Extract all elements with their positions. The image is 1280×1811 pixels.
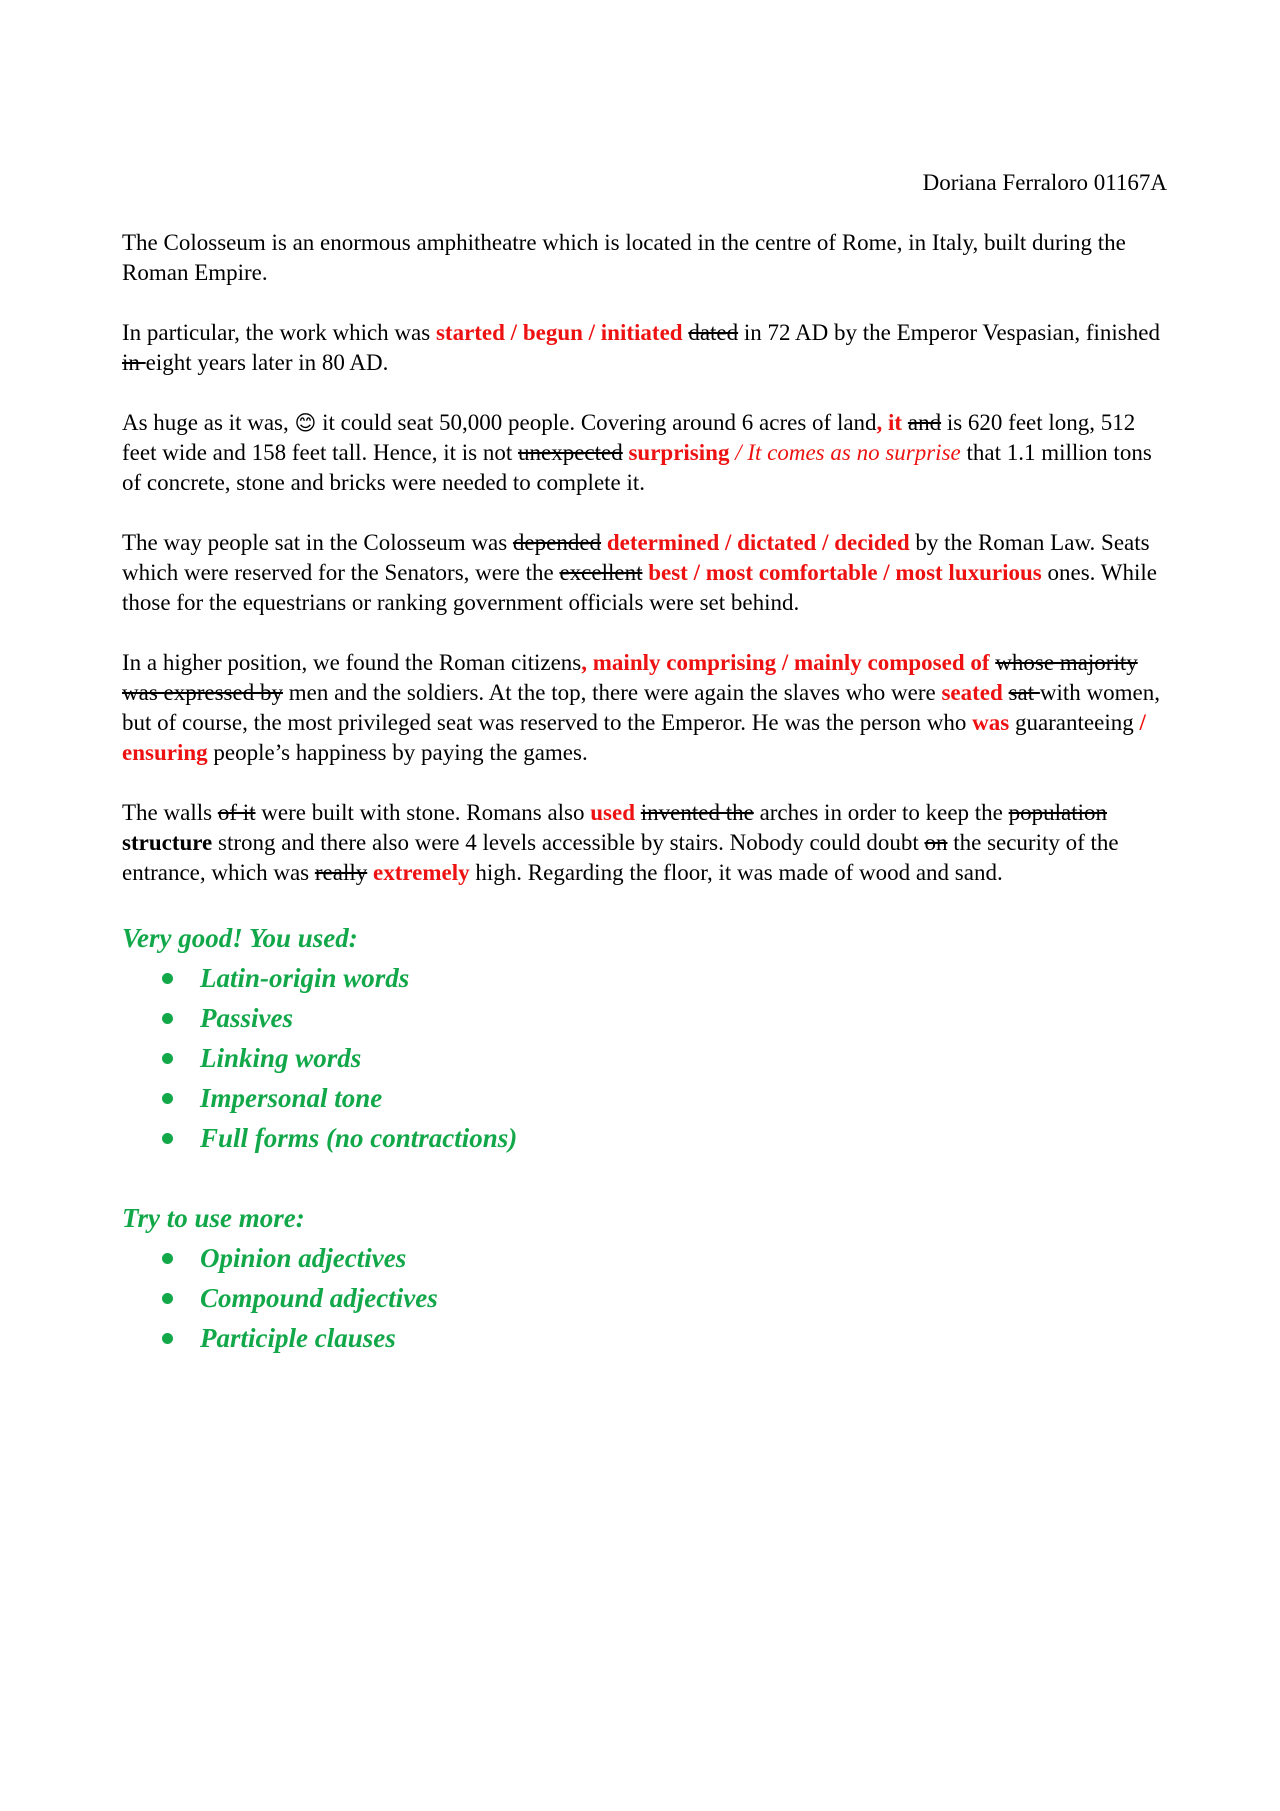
smiley-icon: 😊 [294, 411, 317, 435]
strikethrough-text: depended [512, 530, 602, 555]
bullet-icon [162, 1093, 173, 1104]
strikethrough-text: in [122, 350, 146, 375]
text: In particular, the work which was [122, 320, 436, 345]
correction: , it [876, 410, 903, 435]
strikethrough-text: and [907, 410, 942, 435]
text: it could seat 50,000 people. Covering around 6 acres of land [316, 410, 877, 435]
feedback-more-list [122, 1238, 1167, 1358]
text: men and the soldiers. At the top, there were again the slaves who were [282, 680, 942, 705]
essay-paragraph-4 [122, 528, 1167, 618]
text: were built with stone. Romans also [255, 800, 591, 825]
text: arches in order to keep the [753, 800, 1009, 825]
text: with women, but of course, the most privileged seat was reserved to the Emperor. He was the person who [122, 680, 1160, 735]
list-item [160, 1318, 1167, 1358]
bold-correction: structure [122, 830, 213, 855]
list-item-label: Latin-origin words [200, 963, 410, 993]
text: The way people sat in the Colosseum was [122, 530, 513, 555]
bullet-icon [162, 1253, 173, 1264]
list-item-label: Passives [200, 1003, 293, 1033]
feedback-used-heading: Very good! You used: [122, 923, 358, 953]
essay-paragraph-1 [122, 228, 1167, 288]
correction: best / most comfortable / most luxurious [648, 560, 1042, 585]
document-page [122, 168, 1167, 1358]
correction: extremely [372, 860, 470, 885]
essay-paragraph-2 [122, 318, 1167, 378]
bullet-icon [162, 1013, 173, 1024]
strikethrough-text: of it [217, 800, 256, 825]
strikethrough-text: whose majority was expressed by [122, 650, 1138, 705]
text: The Colosseum is an enormous amphitheatre which is located in the centre of Rome, in Italy, built during the Roman Empire. [122, 230, 1126, 285]
essay-paragraph-5 [122, 648, 1167, 768]
list-item [160, 1078, 1167, 1118]
text: The walls [122, 800, 218, 825]
strikethrough-text: on [924, 830, 948, 855]
correction: surprising [628, 440, 730, 465]
list-item [160, 1238, 1167, 1278]
bullet-icon [162, 1053, 173, 1064]
text: high. Regarding the floor, it was made of wood and sand. [469, 860, 1003, 885]
list-item-label: Opinion adjectives [200, 1243, 407, 1273]
feedback-used-list [122, 958, 1167, 1158]
correction: determined / dictated / decided [606, 530, 910, 555]
correction: / ensuring [122, 710, 1146, 765]
text: the security of the entrance, which was [122, 830, 1119, 885]
correction: started / begun / initiated [435, 320, 683, 345]
list-item-label: Compound adjectives [200, 1283, 438, 1313]
correction: was [972, 710, 1010, 735]
strikethrough-text: sat [1008, 680, 1040, 705]
text: people’s happiness by paying the games. [207, 740, 588, 765]
strikethrough-text: unexpected [517, 440, 623, 465]
list-item [160, 958, 1167, 998]
strikethrough-text: really [314, 860, 368, 885]
feedback-section [122, 918, 1167, 1358]
strikethrough-text: excellent [559, 560, 643, 585]
list-item-label: Participle clauses [200, 1323, 396, 1353]
text: is 620 feet long, 512 feet wide and 158 feet tall. Hence, it is not [122, 410, 1136, 465]
text: strong and there also were 4 levels accessible by stairs. Nobody could doubt [212, 830, 925, 855]
spacer [122, 1158, 1167, 1198]
list-item-label: Impersonal tone [200, 1083, 383, 1113]
correction-italic: / It comes as no surprise [729, 440, 961, 465]
text: ones. While those for the equestrians or ranking government officials were set behind. [122, 560, 1157, 615]
bullet-icon [162, 1333, 173, 1344]
feedback-more-heading: Try to use more: [122, 1203, 305, 1233]
bullet-icon [162, 1293, 173, 1304]
strikethrough-text: dated [688, 320, 739, 345]
strikethrough-text: population [1008, 800, 1108, 825]
text: that 1.1 million tons of concrete, stone and bricks were needed to complete it. [122, 440, 1152, 495]
list-item [160, 1278, 1167, 1318]
list-item [160, 1118, 1167, 1158]
text: guaranteeing [1009, 710, 1140, 735]
list-item [160, 998, 1167, 1038]
essay-paragraph-3 [122, 408, 1167, 498]
text: In a higher position, we found the Roman citizens [122, 650, 582, 675]
list-item-label: Linking words [200, 1043, 362, 1073]
list-item [160, 1038, 1167, 1078]
bullet-icon [162, 1133, 173, 1144]
author-line: Doriana Ferraloro 01167A [922, 170, 1167, 195]
correction: seated [941, 680, 1003, 705]
list-item-label: Full forms (no contractions) [200, 1123, 518, 1153]
text: in 72 AD by the Emperor Vespasian, finished [738, 320, 1160, 345]
essay-paragraph-6 [122, 798, 1167, 888]
text: by the Roman Law. Seats which were reserved for the Senators, were the [122, 530, 1150, 585]
correction: , mainly comprising / mainly composed of [581, 650, 990, 675]
correction: used [590, 800, 636, 825]
bullet-icon [162, 973, 173, 984]
strikethrough-text: invented the [640, 800, 754, 825]
text: eight years later in 80 AD. [145, 350, 389, 375]
text: As huge as it was, [122, 410, 295, 435]
